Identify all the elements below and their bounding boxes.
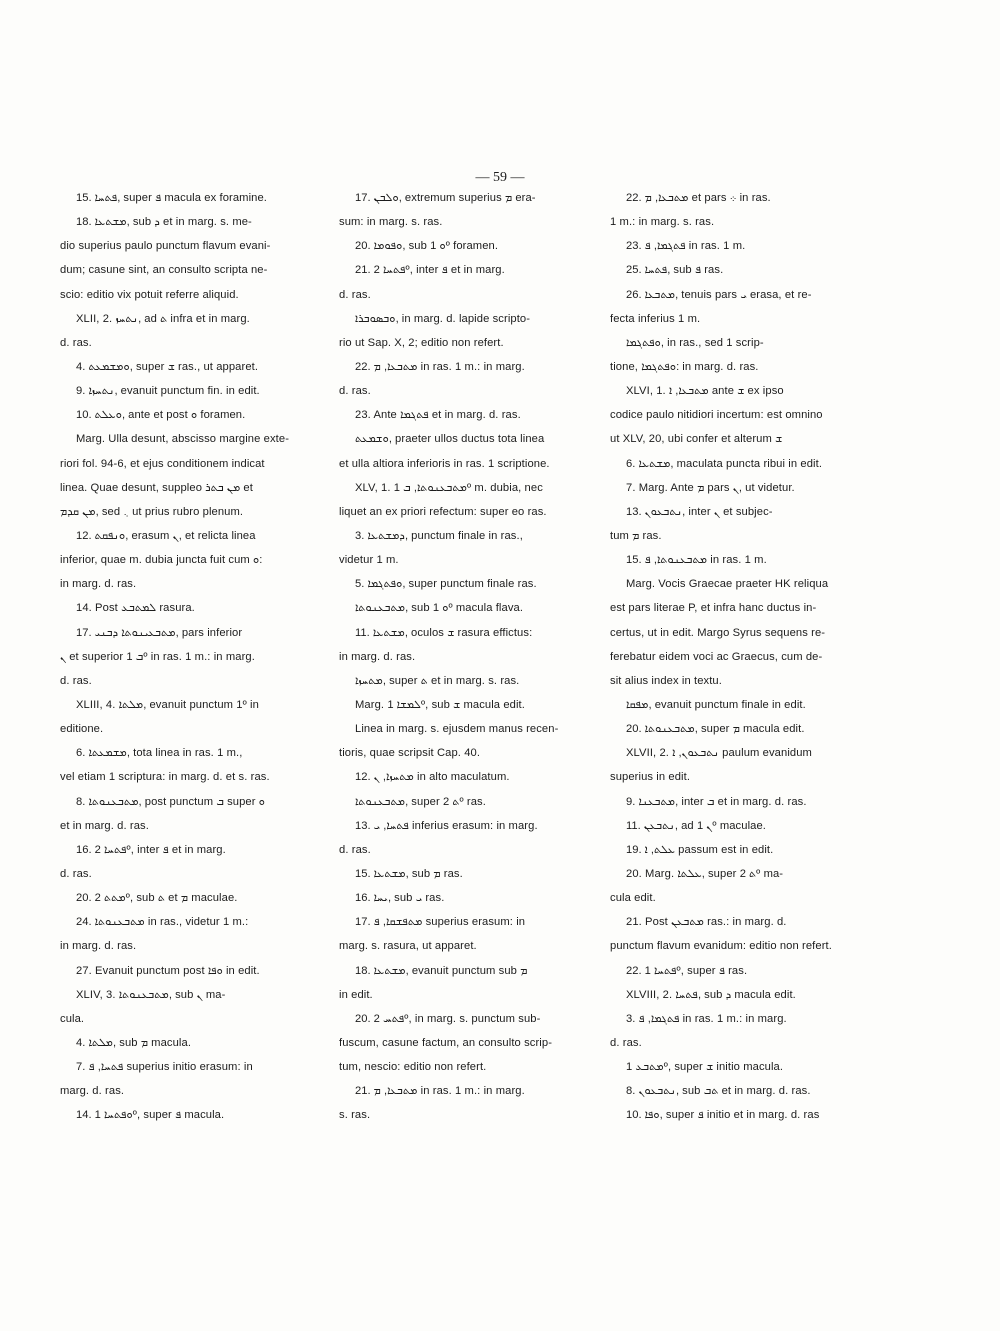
text-line: d. ras. [60, 336, 92, 349]
text-line: 19. ܥܠܬ, ܐ passum est in edit. [626, 843, 774, 856]
text-line: d. ras. [339, 288, 371, 301]
text-line: 12. ܘܢܦܩܬ, erasum ܢ, et relicta linea [76, 529, 256, 542]
text-line: ܘܒܣܘܒܪܐ, in marg. d. lapide scripto- [355, 312, 531, 325]
text-line: 7. Marg. Ante ܡ pars ܢ, ut videtur. [626, 481, 795, 494]
text-line: 15. ܦܬܚܐ, super ܦ macula ex foramine. [76, 192, 268, 204]
text-line: XLV, 1. ܡܬܒܥܢܘܬܐ, ܒ 1º m. dubia, nec [355, 481, 543, 494]
text-line: editione. [60, 723, 104, 736]
text-line: marg. s. rasura, ut apparet. [339, 940, 477, 953]
text-line: in edit. [339, 988, 373, 1001]
text-line: 8. ܢܬܒܥܘܢ, sub ܬܒ et in marg. d. ras. [626, 1085, 811, 1098]
text-line: in marg. d. ras. [60, 940, 137, 953]
text-line: 9. ܢܬܚܙܐ, evanuit punctum fin. in edit. [76, 385, 260, 398]
text-line: in marg. d. ras. [339, 650, 416, 663]
text-line: Marg. Ulla desunt, abscisso margine exte- [76, 433, 290, 446]
text-line: in marg. d. ras. [60, 578, 137, 591]
text-line: certus, ut in edit. Margo Syrus sequens re- [610, 626, 826, 639]
text-line: scio: editio vix potuit referre aliquid. [60, 288, 239, 301]
text-line: 16. ܦܬܚܐ 2º, inter ܦ et in marg. [76, 843, 226, 856]
text-line: ܡܬܚܙܐ, super ܬ et in marg. s. ras. [355, 674, 520, 687]
text-line: 20. ܦܬܚ 2º, in marg. s. punctum sub- [355, 1012, 541, 1025]
text-line: 7. ܦܬܚܐ, ܦ superius initio erasum: in [76, 1061, 253, 1074]
text-line: dio superius paulo punctum flavum evani- [60, 240, 271, 253]
text-line: dum; casune sint, an consulto scripta ne- [60, 264, 268, 277]
text-line: ܡܬܒܥ 1º, super ܫ initio macula. [626, 1061, 784, 1074]
text-line: 26. ܡܬܒܥܐ, tenuis pars ܝ erasa, et re- [626, 288, 812, 301]
text-line: 3. ܕܡܫܬܥܐ, punctum finale in ras., [355, 529, 523, 542]
text-line: 14. Post ܠܡܬܒܥ rasura. [76, 602, 195, 615]
text-line: superius in edit. [610, 771, 691, 784]
text-line: 20. Marg. ܥܠܬܐ, super ܬ 2º ma- [626, 867, 784, 880]
text-line: 13. ܦܬܚܐ, ܝ inferius erasum: in marg. [355, 819, 538, 832]
text-line: XLIV, 3. ܡܬܒܥܢܘܬܐ, sub ܢ ma- [76, 988, 226, 1001]
text-line: XLII, 2. ܢܬܚܙ, ad ܬ infra et in marg. [76, 312, 250, 325]
text-line: ܢ et superior ܒ 1º in ras. 1 m.: in marg. [60, 650, 255, 663]
text-line: codice paulo nitidiori incertum: est omnino [610, 409, 823, 422]
text-line: linea. Quae desunt, suppleo ܡܢ ܒܬܪ et [60, 481, 253, 494]
text-line: 22. ܡܬܒܥܐ, ܡ in ras. 1 m.: in marg. [355, 360, 525, 373]
text-line: 20. ܘܦܘܡܐ, sub ܘ 1º foramen. [355, 240, 499, 253]
text-line: ܡܬܒܥܢܘܬܐ, sub ܘ 1º macula flava. [355, 602, 524, 615]
text-line: rio ut Sap. X, 2; editio non refert. [339, 336, 504, 349]
text-line: 12. ܡܬܚܙܐ, ܢ in alto maculatum. [355, 771, 510, 784]
text-line: ܘܫܡܥܬ, praeter ullos ductus tota linea [355, 433, 545, 446]
text-line: 15. ܡܫܬܥܐ, sub ܡ ras. [355, 867, 463, 880]
text-line: 15. ܡܬܒܥܢܘܬܐ, ܦ in ras. 1 m. [626, 554, 767, 567]
text-line: punctum flavum evanidum: editio non refert. [610, 940, 832, 953]
text-line: sit alius index in textu. [610, 674, 722, 687]
text-line: sum: in marg. s. ras. [339, 216, 443, 229]
text-line: 10. ܘܥܠܬ, ante et post ܘ foramen. [76, 409, 246, 422]
text-line: 27. Evanuit punctum post ܘܦܐ in edit. [76, 964, 260, 977]
text-line: 20. ܡܬܬ 2º, sub ܬ et ܡ maculae. [76, 892, 238, 905]
text-line: ܡܬܒܥܢܘܬܐ, super ܬ 2º ras. [355, 795, 486, 808]
text-line: 14. ܘܦܬܚܐ 1º, super ܦ macula. [76, 1109, 225, 1122]
text-line: 17. ܡܬܒܥܝܢܘܬܐ ܕܒܢܝ, pars inferior [76, 626, 243, 639]
text-line: d. ras. [610, 1036, 642, 1049]
text-line: 18. ܡܫܬܥܐ, evanuit punctum sub ܡ [355, 964, 528, 977]
page-number: — 59 — [475, 170, 525, 185]
text-line: 22. ܡܬܒܥܐ, ܡ et pars ܀ in ras. [626, 192, 771, 204]
text-line: vel etiam 1 scriptura: in marg. d. et s. ras. [60, 771, 270, 784]
text-line: 22. ܦܬܚܐ 1º, super ܦ ras. [626, 964, 748, 977]
text-line: tum, nescio: editio non refert. [339, 1061, 487, 1074]
text-line: 6. ܡܫܬܥܐ, maculata puncta ribui in edit. [626, 457, 823, 470]
text-line: tione, ܘܦܬܓܡܐ: in marg. d. ras. [610, 360, 759, 373]
text-line: et in marg. d. ras. [60, 819, 149, 832]
text-line: 18. ܡܫܬܥܐ, sub ܕ et in marg. s. me- [76, 216, 252, 229]
text-line: XLVIII, 2. ܦܬܚܐ, sub ܕ macula edit. [626, 988, 796, 1001]
text-line: 21. ܡܬܒܥܐ, ܡ in ras. 1 m.: in marg. [355, 1085, 525, 1098]
text-column-2 [339, 186, 591, 1127]
text-line: ܡܢ ܩܕܡ, sed ܆ ut prius rubro plenum. [60, 505, 244, 518]
text-line: tioris, quae scripsit Cap. 40. [339, 747, 481, 760]
text-line: 16. ܝܚܐ, sub ܝ ras. [355, 892, 445, 905]
text-line: 11. ܢܬܒܥܢ, ad ܢ 1º maculae. [626, 819, 767, 832]
text-line: XLVI, 1. ܡܬܒܥܐ, ܐ ante ܫ ex ipso [626, 385, 784, 398]
text-line: 24. ܡܬܒܥܢܘܬܐ in ras., videtur 1 m.: [76, 916, 249, 929]
text-line: 4. ܡܠܬܐ, sub ܡ macula. [76, 1036, 192, 1049]
text-line: fuscum, casune factum, an consulto scrip- [339, 1036, 553, 1049]
text-line: liquet an ex priori refectum: super eo ras. [339, 505, 547, 518]
text-line: 20. ܡܬܒܥܢܘܬܐ, super ܡ macula edit. [626, 723, 805, 736]
text-line: 21. ܦܬܚܐ 2º, inter ܦ et in marg. [355, 264, 505, 277]
text-line: 4. ܘܡܫܡܥܬ, super ܫ ras., ut apparet. [76, 360, 259, 373]
text-line: riori fol. 94-6, et ejus conditionem indicat [60, 457, 265, 470]
text-line: XLIII, 4. ܡܠܬܐ, evanuit punctum 1º in [76, 698, 259, 711]
text-line: cula. [60, 1012, 85, 1025]
text-line: marg. d. ras. [60, 1085, 125, 1098]
text-line: 23. Ante ܦܬܓܡܐ et in marg. d. ras. [355, 409, 521, 422]
text-line: 17. ܡܬܦܫܩܐ, ܦ superius erasum: in [355, 916, 526, 929]
text-line: 6. ܡܫܡܥܬܐ, tota linea in ras. 1 m., [76, 747, 243, 760]
text-line: ferebatur eidem voci ac Graecus, cum de- [610, 650, 823, 663]
text-line: d. ras. [60, 867, 92, 880]
text-line: d. ras. [60, 674, 92, 687]
text-column-1 [60, 186, 312, 1127]
text-line: ܘܦܬܓܡܐ, in ras., sed 1 scrip- [626, 336, 764, 349]
text-line: 3. ܦܬܓܡܐ, ܦ in ras. 1 m.: in marg. [626, 1012, 787, 1025]
text-line: cula edit. [610, 892, 656, 905]
text-line: et ulla altiora inferioris in ras. 1 scriptione. [339, 457, 550, 470]
text-line: est pars literae P, et infra hanc ductus in- [610, 602, 817, 615]
text-line: 5. ܘܦܬܓܡܐ, super punctum finale ras. [355, 578, 537, 591]
text-line: Linea in marg. s. ejusdem manus recen- [355, 723, 559, 736]
text-line: 10. ܘܦܐ, super ܦ initio et in marg. d. ras [626, 1109, 820, 1122]
text-line: 25. ܦܬܚܐ, sub ܦ ras. [626, 264, 724, 277]
text-line: 13. ܢܬܒܥܘܢ, inter ܢ et subjec- [626, 505, 773, 518]
text-line: Marg. Vocis Graecae praeter HK reliqua [626, 578, 829, 591]
text-line: 23. ܦܬܓܡܐ, ܦ in ras. 1 m. [626, 240, 746, 253]
text-line: d. ras. [339, 385, 371, 398]
text-line: ut XLV, 20, ubi confer et alterum ܫ [610, 433, 783, 446]
text-line: 8. ܡܬܒܥܢܘܬܐ, post punctum ܒ super ܘ [76, 795, 266, 808]
text-line: inferior, quae m. dubia juncta fuit cum ܘ: [60, 554, 263, 567]
text-line: XLVII, 2. ܢܬܒܥܘܢ, ܐ paulum evanidum [626, 747, 812, 760]
text-column-3 [610, 186, 862, 1127]
text-line: 1 m.: in marg. s. ras. [610, 216, 715, 229]
text-line: 11. ܡܫܬܥܐ, oculos ܫ rasura effictus: [355, 626, 533, 639]
text-line: 9. ܡܬܒܥܢܐ, inter ܒ et in marg. d. ras. [626, 795, 807, 808]
text-line: 21. Post ܡܬܒܥܢ ras.: in marg. d. [626, 916, 787, 929]
text-line: d. ras. [339, 843, 371, 856]
text-line: tum ܡ ras. [610, 529, 662, 542]
text-line: s. ras. [339, 1109, 371, 1122]
text-line: ܡܦܩܐ, evanuit punctum finale in edit. [626, 698, 806, 711]
text-line: fecta inferius 1 m. [610, 312, 701, 325]
text-line: videtur 1 m. [339, 554, 399, 567]
text-line: Marg. ܠܡܫܐ 1º, sub ܫ macula edit. [355, 698, 525, 711]
text-line: 17. ܘܠܒܢ, extremum superius ܡ era- [355, 192, 536, 204]
